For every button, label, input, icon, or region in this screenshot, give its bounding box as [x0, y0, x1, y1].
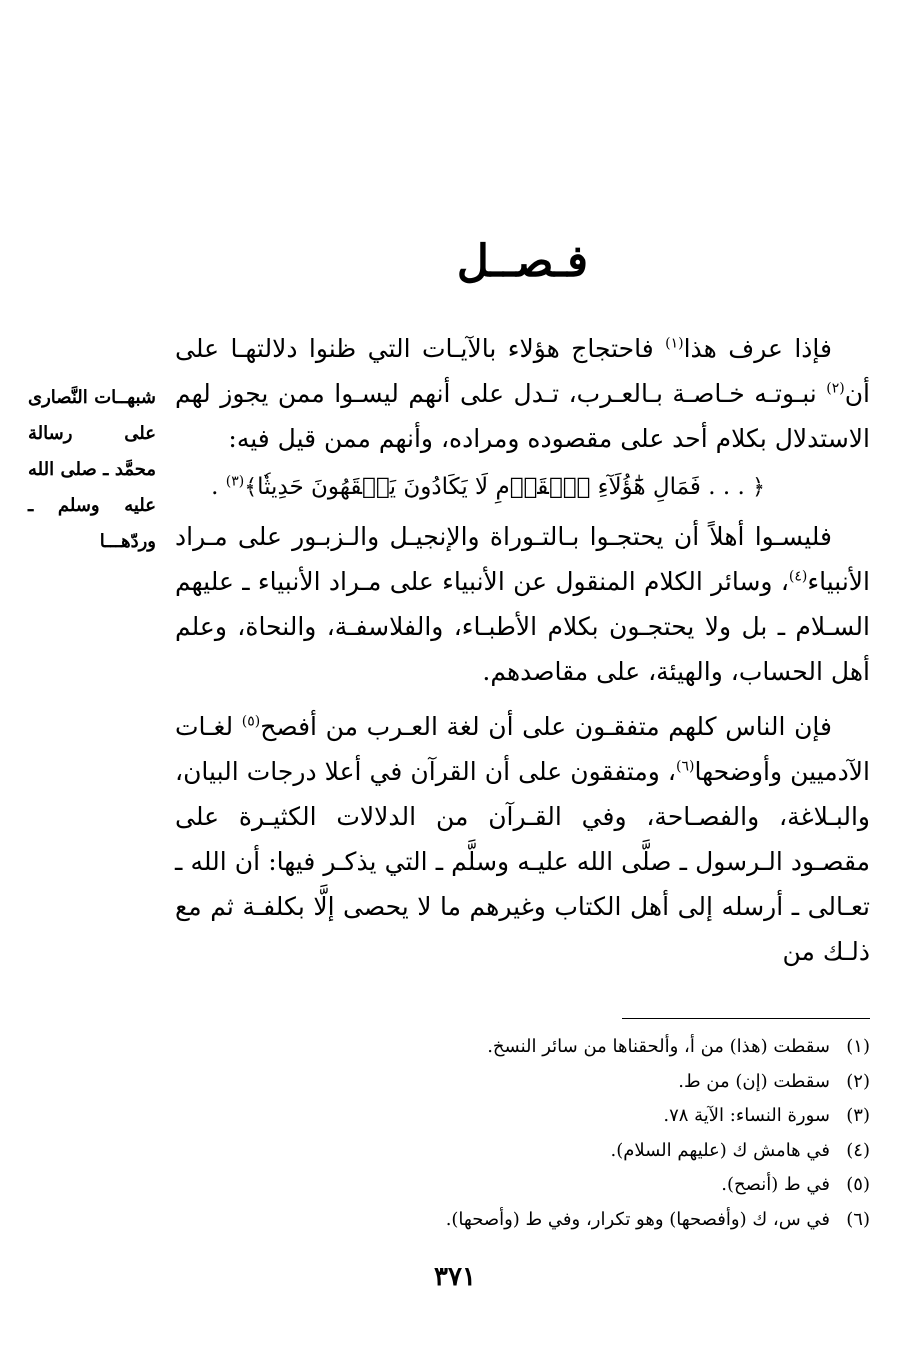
paragraph-1: فإذا عرف هذا$^{(١)}$ فاحتجاج هؤلاء بالآيـات التي ظنوا دلالتهـا على أن$^{(٢)}$ نبـوتـه خـاصـة بـالعـرب، تـدل على أنهم ليسـوا ممن يجوز لهم الاستدلال بكلام أحد على مقصوده ومراده، وأنهم ممن قيل فيه:	[175, 334, 870, 453]
footnote-ref-4: (٤)	[788, 568, 808, 585]
section-heading: فـصــل	[456, 236, 589, 287]
paragraph-3: فإن الناس كلهم متفقـون على أن لغة العـرب من أفصح$^{(٥)}$ لغـات الآدميين وأوضحها$^{(٦)}$، ومتفقون على أن القرآن في أعلا درجات البيان، والبـلاغة، والفصـاحة، وفي القـرآن من الدلالات الكثيـرة على مقصـود الـرسول ـ صلَّى الله عليـه وسلَّم ـ التي يذكـر فيها: أن الله ـ تعـالى ـ أرسله إلى أهل الكتاب وغيرهم ما لا يحصى إلَّا بكلفـة ثم مع ذلـك من	[175, 712, 870, 966]
margin-note: شبهــات النَّصارى على رسالة محمَّد ـ صلى الله عليه وسلم ـ وردّهـــا	[28, 387, 156, 552]
footnote-item: (٦) في س، ك (وأفصحها) وهو تكرار، وفي ط (وأصحها).	[445, 1208, 870, 1230]
main-text	[175, 326, 870, 974]
footnote-ref-6: (٦)	[676, 758, 695, 775]
quran-verse: ﴿ . . . فَمَالِ هَٰٓؤُلَآءِ ٱلۡقَوۡمِ لَا يَكَادُونَ يَفۡقَهُونَ حَدِيثٗا﴾$^{(٣)}$ .	[211, 473, 765, 500]
footnote-ref-3: (٣)	[225, 473, 245, 490]
verse-text: فَمَالِ هَٰٓؤُلَآءِ ٱلۡقَوۡمِ لَا يَكَادُونَ يَفۡقَهُونَ حَدِيثٗا	[257, 474, 701, 500]
footnote-item: (٢) سقطت (إن) من ط.	[678, 1070, 870, 1092]
footnote-item: (٣) سورة النساء: الآية ٧٨.	[663, 1105, 870, 1126]
footnote-ref-2: (٢)	[826, 380, 845, 397]
footnote-item: (١) سقطت (هذا) من أ، وألحقناها من سائر النسخ.	[487, 1036, 870, 1057]
footnote-item: (٤) في هامش ك (عليهم السلام).	[610, 1139, 870, 1161]
footnotes	[175, 1030, 870, 1237]
paragraph-2: فليسـوا أهلاً أن يحتجـوا بـالتـوراة والإنجيـل والـزبـور على مـراد الأنبياء$^{(٤)}$، وسائر الكلام المنقول عن الأنبياء على مـراد الأنبياء ـ عليهم السـلام ـ بل ولا يحتجـون بكلام الأطبـاء، والفلاسفـة، والنحاة، وعلم أهل الحساب، والهيئة، على مقاصدهم.	[175, 522, 870, 686]
footnote-divider	[622, 1018, 870, 1019]
footnote-ref-1: (١)	[665, 335, 684, 352]
page-number: ٣٧١	[434, 1262, 476, 1292]
footnote-item: (٥) في ط (أنصح).	[721, 1174, 870, 1195]
footnote-ref-5: (٥)	[241, 713, 261, 730]
